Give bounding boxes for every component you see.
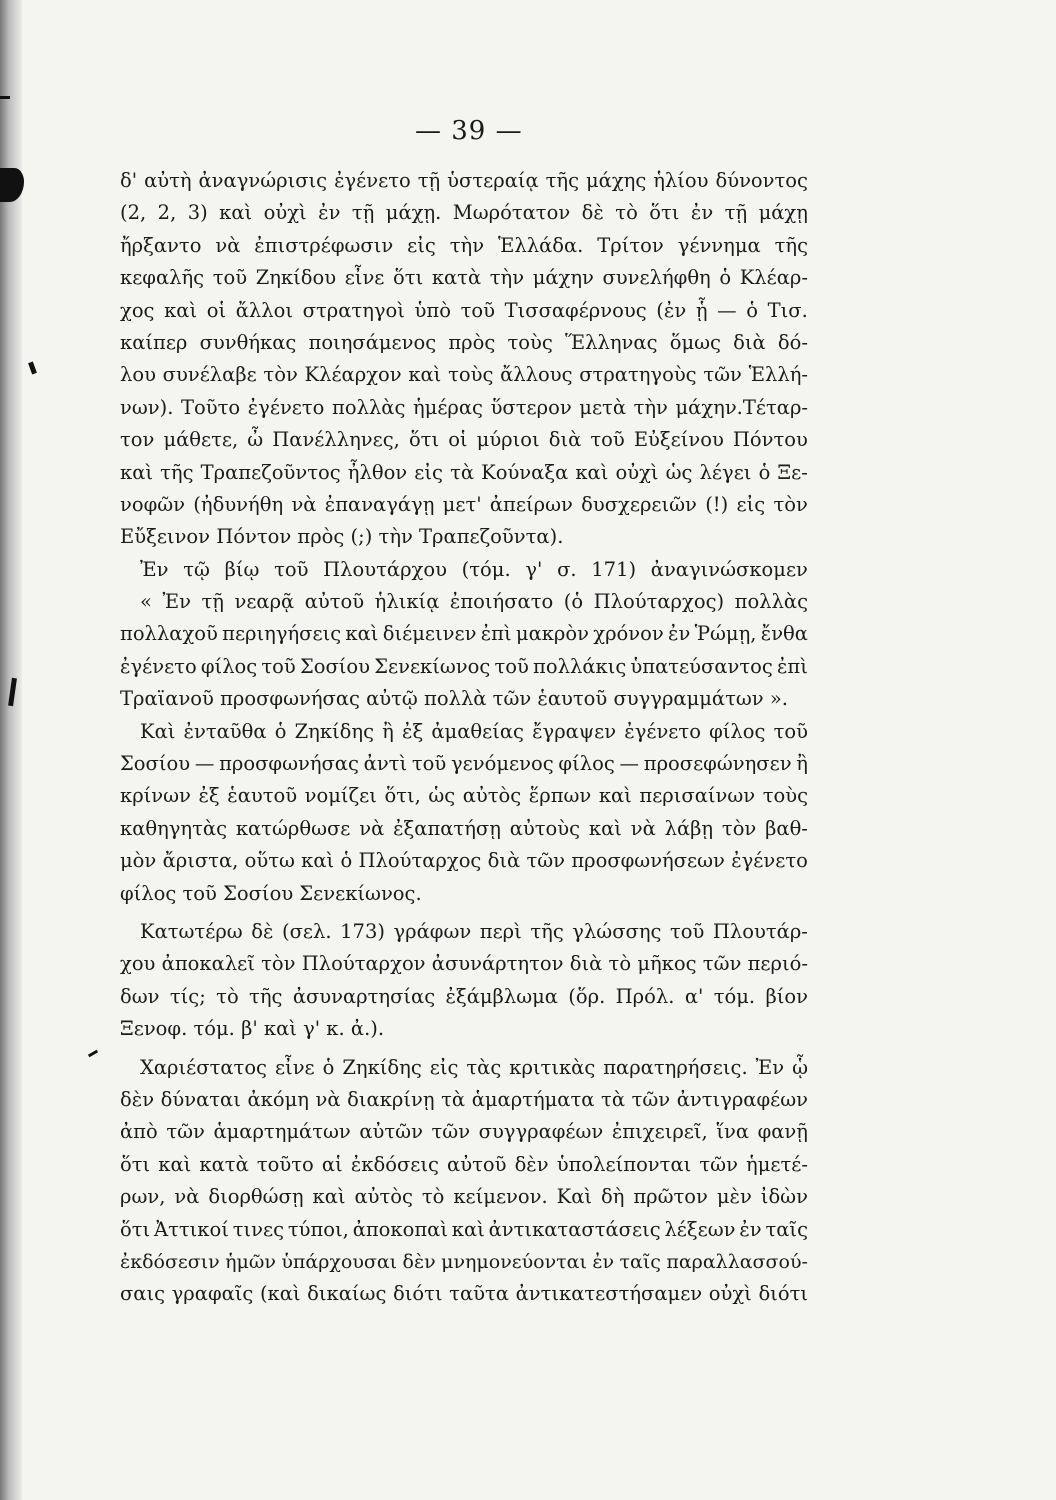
text-line: Καὶ ἐνταῦθα ὁ Ζηκίδης ἢ ἐξ ἀμαθείας ἔγραψεν ἐγένετο φίλος τοῦ	[140, 719, 808, 743]
text-line: κρίνων ἐξ ἑαυτοῦ νομίζει ὅτι, ὡς αὐτὸς ἕρπων καὶ περισαίνων τοὺς	[120, 784, 808, 808]
text-line: Ἐν τῷ βίῳ τοῦ Πλουτάρχου (τόμ. γ' σ. 171) ἀναγινώσκομεν	[140, 557, 808, 581]
text-line: ἀπὸ τῶν ἁμαρτημάτων αὐτῶν τῶν συγγραφέων ἐπιχειρεῖ, ἵνα φανῇ	[120, 1120, 808, 1144]
text-line: νοφῶν (ἠδυνήθη νὰ ἐπαναγάγῃ μετ' ἀπείρων δυσχερειῶν (!) εἰς τὸν	[120, 492, 808, 516]
text-line: καὶ τῆς Τραπεζοῦντος ἦλθον εἰς τὰ Κούναξα καὶ οὐχὶ ὡς λέγει ὁ Ξε-	[120, 460, 808, 484]
text-line: χος καὶ οἱ ἄλλοι στρατηγοὶ ὑπὸ τοῦ Τισσαφέρνους (ἐν ᾗ — ὁ Τισ.	[120, 298, 808, 322]
text-line: « Ἐν τῇ νεαρᾷ αὐτοῦ ἡλικίᾳ ἐποιήσατο (ὁ Πλούταρχος) πολλὰς	[140, 590, 808, 614]
text-line: ρων, νὰ διορθώσῃ καὶ αὐτὸς τὸ κείμενον. Καὶ δὴ πρῶτον μὲν ἰδὼν	[120, 1185, 808, 1209]
text-line: ὅτι Ἀττικοί τινες τύποι, ἀποκοπαὶ καὶ ἀντικαταστάσεις λέξεων ἐν ταῖς	[120, 1217, 808, 1241]
text-line: καθηγητὰς κατώρθωσε νὰ ἐξαπατήσῃ αὐτοὺς καὶ νὰ λάβῃ τὸν βαθ-	[120, 816, 808, 840]
binding-shadow	[0, 0, 22, 1500]
text-line: ἤρξαντο νὰ ἐπιστρέφωσιν εἰς τὴν Ἑλλάδα. Τρίτον γέννημα τῆς	[120, 233, 808, 257]
text-line: φίλος τοῦ Σοσίου Σενεκίωνος.	[120, 881, 422, 905]
text-line: νων). Τοῦτο ἐγένετο πολλὰς ἡμέρας ὕστερον μετὰ τὴν μάχην.Τέταρ-	[120, 395, 808, 419]
text-line: δων τίς; τὸ τῆς ἀσυναρτησίας ἐξάμβλωμα (ὅρ. Πρόλ. α' τόμ. βίον	[120, 984, 808, 1008]
text-line: Τραϊανοῦ προσφωνήσας αὐτῷ πολλὰ τῶν ἑαυτοῦ συγγραμμάτων ».	[120, 687, 788, 711]
text-line: κεφαλῆς τοῦ Ζηκίδου εἶνε ὅτι κατὰ τὴν μάχην συνελήφθη ὁ Κλέαρ-	[120, 266, 808, 290]
text-line: καίπερ συνθήκας ποιησάμενος πρὸς τοὺς Ἕλληνας ὅμως διὰ δό-	[120, 330, 808, 354]
body-text	[120, 165, 808, 1311]
text-line: χου ἀποκαλεῖ τὸν Πλούταρχον ἀσυνάρτητον διὰ τὸ μῆκος τῶν περιό-	[120, 952, 808, 976]
text-line: σαις γραφαῖς (καὶ δικαίως διότι ταῦτα ἀντικατεστήσαμεν οὐχὶ διότι	[120, 1282, 808, 1306]
text-line: δὲν δύναται ἀκόμη νὰ διακρίνῃ τὰ ἁμαρτήματα τὰ τῶν ἀντιγραφέων	[120, 1087, 808, 1111]
text-line: Ξενοφ. τόμ. β' καὶ γ' κ. ἀ.).	[120, 1017, 385, 1041]
text-line: ἐκδόσεσιν ἡμῶν ὑπάρχουσαι δὲν μνημονεύονται ἐν ταῖς παραλλασσού-	[120, 1250, 808, 1273]
text-line: δ' αὐτὴ ἀναγνώρισις ἐγένετο τῇ ὑστεραίᾳ τῆς μάχης ἡλίου δύνοντος	[120, 169, 808, 192]
margin-mark	[88, 1050, 98, 1058]
margin-mark	[0, 96, 10, 99]
text-line: τον μάθετε, ὦ Πανέλληνες, ὅτι οἱ μύριοι διὰ τοῦ Εὐξείνου Πόντου	[120, 428, 808, 452]
text-line: μὸν ἄριστα, οὕτω καὶ ὁ Πλούταρχος διὰ τῶν προσφωνήσεων ἐγένετο	[120, 849, 808, 873]
text-line: Εὔξεινον Πόντον πρὸς (;) τὴν Τραπεζοῦντα).	[120, 525, 564, 549]
text-line: λου συνέλαβε τὸν Κλέαρχον καὶ τοὺς ἄλλους στρατηγοὺς τῶν Ἑλλή-	[120, 363, 808, 387]
text-line: (2, 2, 3) καὶ οὐχὶ ἐν τῇ μάχῃ. Μωρότατον δὲ τὸ ὅτι ἐν τῇ μάχῃ	[120, 201, 808, 225]
text-line: πολλαχοῦ περιηγήσεις καὶ διέμεινεν ἐπὶ μακρὸν χρόνον ἐν Ῥώμῃ, ἔνθα	[120, 622, 808, 646]
text-line: Κατωτέρω δὲ (σελ. 173) γράφων περὶ τῆς γλώσσης τοῦ Πλουτάρ-	[140, 919, 808, 943]
text-line: ἐγένετο φίλος τοῦ Σοσίου Σενεκίωνος τοῦ πολλάκις ὑπατεύσαντος ἐπὶ	[120, 654, 808, 678]
margin-mark	[28, 362, 37, 375]
page-number: — 39 —	[415, 116, 523, 146]
text-line: ὅτι καὶ κατὰ τοῦτο αἱ ἐκδόσεις αὐτοῦ δὲν ὑπολείπονται τῶν ἡμετέ-	[120, 1152, 808, 1176]
text-line: Σοσίου — προσφωνήσας ἀντὶ τοῦ γενόμενος φίλος — προσεφώνησεν ἢ	[120, 752, 808, 776]
text-line: Χαριέστατος εἶνε ὁ Ζηκίδης εἰς τὰς κριτικὰς παρατηρήσεις. Ἐν ᾧ	[140, 1055, 808, 1079]
